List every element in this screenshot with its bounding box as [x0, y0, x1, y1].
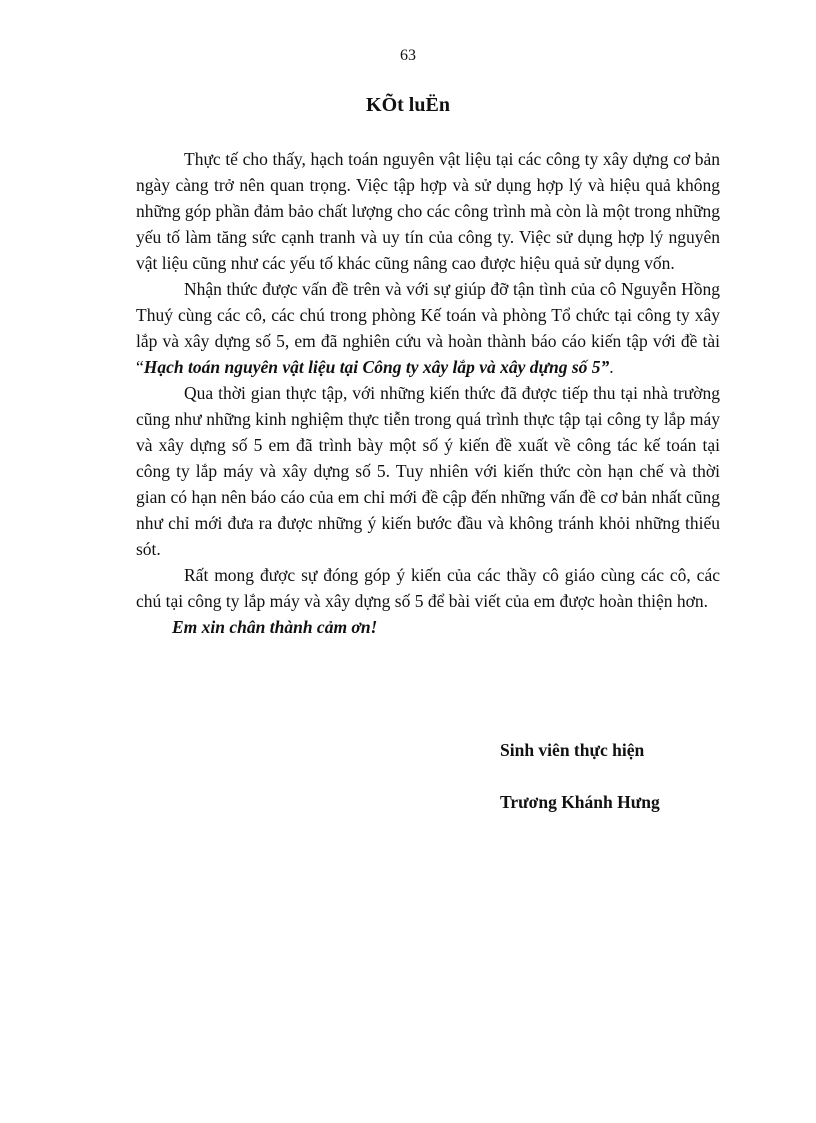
page-title: KÕt luËn: [366, 94, 450, 116]
signature-name: Trương Khánh Hưng: [500, 792, 660, 812]
paragraph-2-end: .: [609, 357, 614, 377]
signature-role: Sinh viên thực hiện: [500, 740, 645, 760]
document-body: [136, 146, 720, 640]
closing-thanks: Em xin chân thành cảm ơn!: [172, 617, 378, 637]
page-number: 63: [400, 47, 416, 64]
paragraph-2-text: Nhận thức được vấn đề trên và với sự giúp đỡ tận tình của cô Nguyễn Hồng Thuý cùng các cô, các chú trong phòng Kế toán và phòng Tổ chức tại công ty xây lắp và xây dựng số 5, em đã nghiên cứu và hoàn thành báo cáo kiến tập với đề tài “: [136, 279, 720, 377]
paragraph-2: [136, 276, 720, 380]
paragraph-1: Thực tế cho thấy, hạch toán nguyên vật liệu tại các công ty xây dựng cơ bản ngày càng trở nên quan trọng. Việc tập hợp và sử dụng hợp lý và hiệu quả không những góp phần đảm bảo chất lượng cho các công trình mà còn là một trong những yếu tố làm tăng sức cạnh tranh và uy tín của công ty. Việc sử dụng hợp lý nguyên vật liệu cũng như các yếu tố khác cũng nâng cao được hiệu quả sử dụng vốn.: [136, 149, 720, 273]
paragraph-4: Rất mong được sự đóng góp ý kiến của các thầy cô giáo cùng các cô, các chú tại công ty lắp máy và xây dựng số 5 để bài viết của em được hoàn thiện hơn.: [136, 565, 720, 611]
paragraph-3: Qua thời gian thực tập, với những kiến thức đã được tiếp thu tại nhà trường cũng như những kinh nghiệm thực tiễn trong quá trình thực tập tại công ty lắp máy và xây dựng số 5 em đã trình bày một số ý kiến đề xuất về công tác kế toán tại công ty lắp máy và xây dựng số 5. Tuy nhiên với kiến thức còn hạn chế và thời gian có hạn nên báo cáo của em chỉ mới đề cập đến những vấn đề cơ bản nhất cũng như chỉ mới đưa ra được những ý kiến bước đầu và không tránh khỏi những thiếu sót.: [136, 383, 720, 559]
thesis-topic: Hạch toán nguyên vật liệu tại Công ty xây lắp và xây dựng số 5”: [143, 357, 610, 377]
